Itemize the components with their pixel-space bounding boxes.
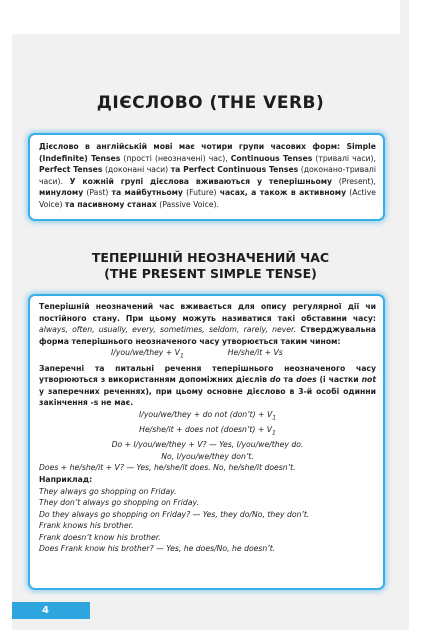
past-ua: минулому: [39, 188, 84, 198]
intro-p2: У кожній групі дієслова вживаються у теперішньому: [69, 176, 333, 186]
top-strip: [12, 0, 400, 34]
future-ua: та майбутньому: [111, 188, 183, 198]
and-text: та: [280, 375, 297, 385]
formula-negative-third: [39, 424, 376, 439]
example-6: Does Frank know his brother? — Yes, he does/No, he doesn’t.: [39, 544, 276, 554]
active-en: (Active Voice): [39, 188, 376, 209]
example-label: Наприклад:: [39, 474, 93, 484]
rule-box: [28, 294, 385, 590]
example-2: They don’t always go shopping on Friday.: [39, 498, 199, 508]
formula-negative-plural: [39, 409, 376, 424]
formula-affirmative: [39, 347, 376, 362]
subtitle-line-1: ТЕПЕРІШНІЙ НЕОЗНАЧЕНИЙ ЧАС: [91, 250, 330, 265]
rule-p1b: Стверджувальна форма теперішнього неозначеного часу утворюється таким чином:: [39, 325, 376, 346]
term-continuous: Continuous Tenses: [230, 153, 313, 163]
formula-negative-plural-text: I/you/we/they + do not (don’t) + V: [138, 409, 273, 419]
formula-question-plural: Do + I/you/we/they + V? — Yes, I/you/we/they do.: [111, 440, 304, 450]
term-continuous-ua: (тривалі часи),: [312, 153, 376, 163]
rule-p2a: Заперечні та питальні речення теперішнього неозначеного часу утворюються з використанням допоміжних дієслів: [39, 363, 376, 385]
and-word: та: [170, 165, 184, 175]
intro-lead: Дієслово в англійській мові має чотири групи часових форм:: [39, 142, 347, 151]
example-5: Frank doesn’t know his brother.: [39, 532, 161, 542]
example-4: Frank knows his brother.: [39, 521, 134, 531]
passive-ua: та пасивному станах: [64, 199, 157, 209]
term-perfect-continuous: Perfect Continuous Tenses: [183, 165, 299, 175]
rule-paragraph-2: [39, 363, 376, 409]
aux-does: does: [296, 375, 317, 385]
rule-p2b: (і частки: [316, 375, 362, 385]
example-1: They always go shopping on Friday.: [39, 486, 177, 496]
term-perfect: Perfect Tenses: [39, 165, 103, 175]
rule-p1a: Теперішній неозначений час вживається для опису регулярної дії чи постійного стану. При цьому можуть називатися такі обставини часу:: [39, 302, 376, 323]
subtitle-line-2: (THE PRESENT SIMPLE TENSE): [104, 266, 317, 281]
times-ua: часах, а також в активному: [219, 188, 347, 198]
rule-p2c: у заперечних реченнях), при цьому основне дієслово в 3-й особі одинни закінчення -s не має.: [39, 386, 376, 408]
subscript: 1: [179, 352, 184, 360]
section-subtitle: [12, 250, 409, 282]
term-perfect-continuous-ua: (доконано-тривалі часи).: [39, 165, 376, 186]
formula-affirmative-third: He/she/it + Vs: [227, 348, 283, 358]
formula-question-third: Does + he/she/it + V? — Yes, he/she/it does. No, he/she/it doesn’t.: [39, 463, 296, 473]
subscript: 1: [272, 414, 277, 422]
page-number: 4: [42, 605, 49, 616]
subscript: 1: [271, 429, 276, 437]
time-adverbs: always, often, usually, every, sometimes, seldom, rarely, never.: [39, 325, 296, 335]
formula-question-plural-negative: No, I/you/we/they don’t.: [161, 451, 254, 461]
page-title: ДІЄСЛОВО (THE VERB): [96, 93, 325, 113]
future-en: (Future): [182, 188, 220, 198]
aux-do: do: [269, 375, 281, 385]
example-3: Do they always go shopping on Friday? — Yes, they do/No, they don’t.: [39, 509, 310, 519]
passive-en: (Passive Voice).: [156, 199, 219, 209]
formula-negative-third-text: He/she/it + does not (doesn’t) + V: [139, 425, 272, 434]
particle-not: not: [361, 375, 376, 385]
intro-box: [28, 133, 385, 221]
present-en: (Present),: [332, 176, 376, 186]
term-simple: Simple (Indefinite) Tenses: [39, 142, 376, 163]
page-number-tab: [12, 602, 90, 619]
formula-affirmative-plural: I/you/we/they + V: [111, 348, 180, 358]
term-perfect-ua: (доконані часи): [102, 165, 171, 175]
intro-text: [39, 141, 376, 211]
term-simple-ua: (прості (неозначені) час),: [120, 153, 231, 163]
rule-paragraph-1: [39, 301, 376, 347]
past-en: (Past): [83, 188, 112, 198]
